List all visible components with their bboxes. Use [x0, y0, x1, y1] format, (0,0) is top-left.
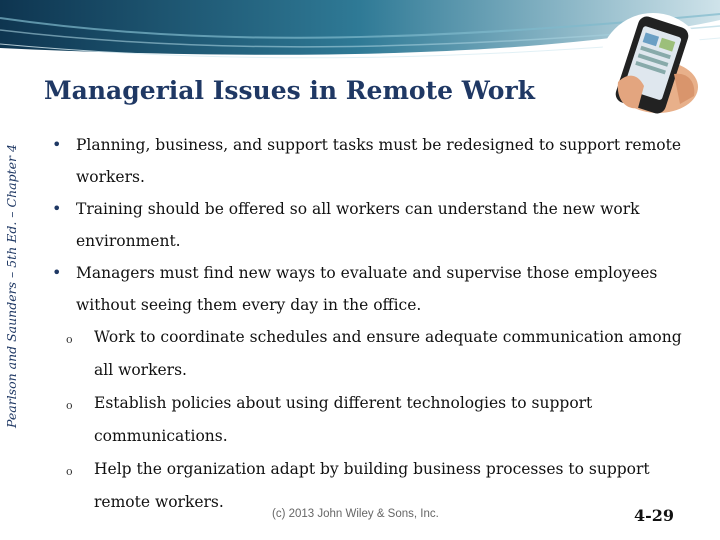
slide-body [52, 129, 692, 519]
copyright-footer: (c) 2013 John Wiley & Sons, Inc. [272, 508, 439, 520]
bullet-item [52, 257, 692, 321]
bullet-item [52, 129, 692, 193]
bullet-item [52, 193, 692, 257]
hollow-circle-icon: o [66, 465, 73, 478]
bullet-dot-icon: • [52, 199, 62, 218]
sub-bullet-text: Establish policies about using different technologies to support communications. [94, 394, 593, 445]
sub-bullet-item [66, 321, 692, 387]
hollow-circle-icon: o [66, 333, 73, 346]
side-credit: Pearlson and Saunders – 5th Ed. – Chapter 4 [4, 144, 19, 428]
bullet-text: Managers must find new ways to evaluate and supervise those employees without seeing them every day in the office. [76, 264, 658, 314]
bullet-text: Planning, business, and support tasks must be redesigned to support remote workers. [76, 136, 681, 186]
sub-bullet-item [66, 387, 692, 453]
bullet-text: Training should be offered so all workers can understand the new work environment. [76, 200, 640, 250]
page-number: 4-29 [634, 506, 675, 525]
sub-bullet-text: Work to coordinate schedules and ensure adequate communication among all workers. [94, 328, 682, 379]
slide-title: Managerial Issues in Remote Work [44, 76, 535, 105]
smartphone-in-hand-image [598, 12, 708, 122]
bullet-dot-icon: • [52, 263, 62, 282]
bullet-dot-icon: • [52, 135, 62, 154]
sub-bullet-text: Help the organization adapt by building business processes to support remote workers. [94, 460, 650, 511]
hollow-circle-icon: o [66, 399, 73, 412]
